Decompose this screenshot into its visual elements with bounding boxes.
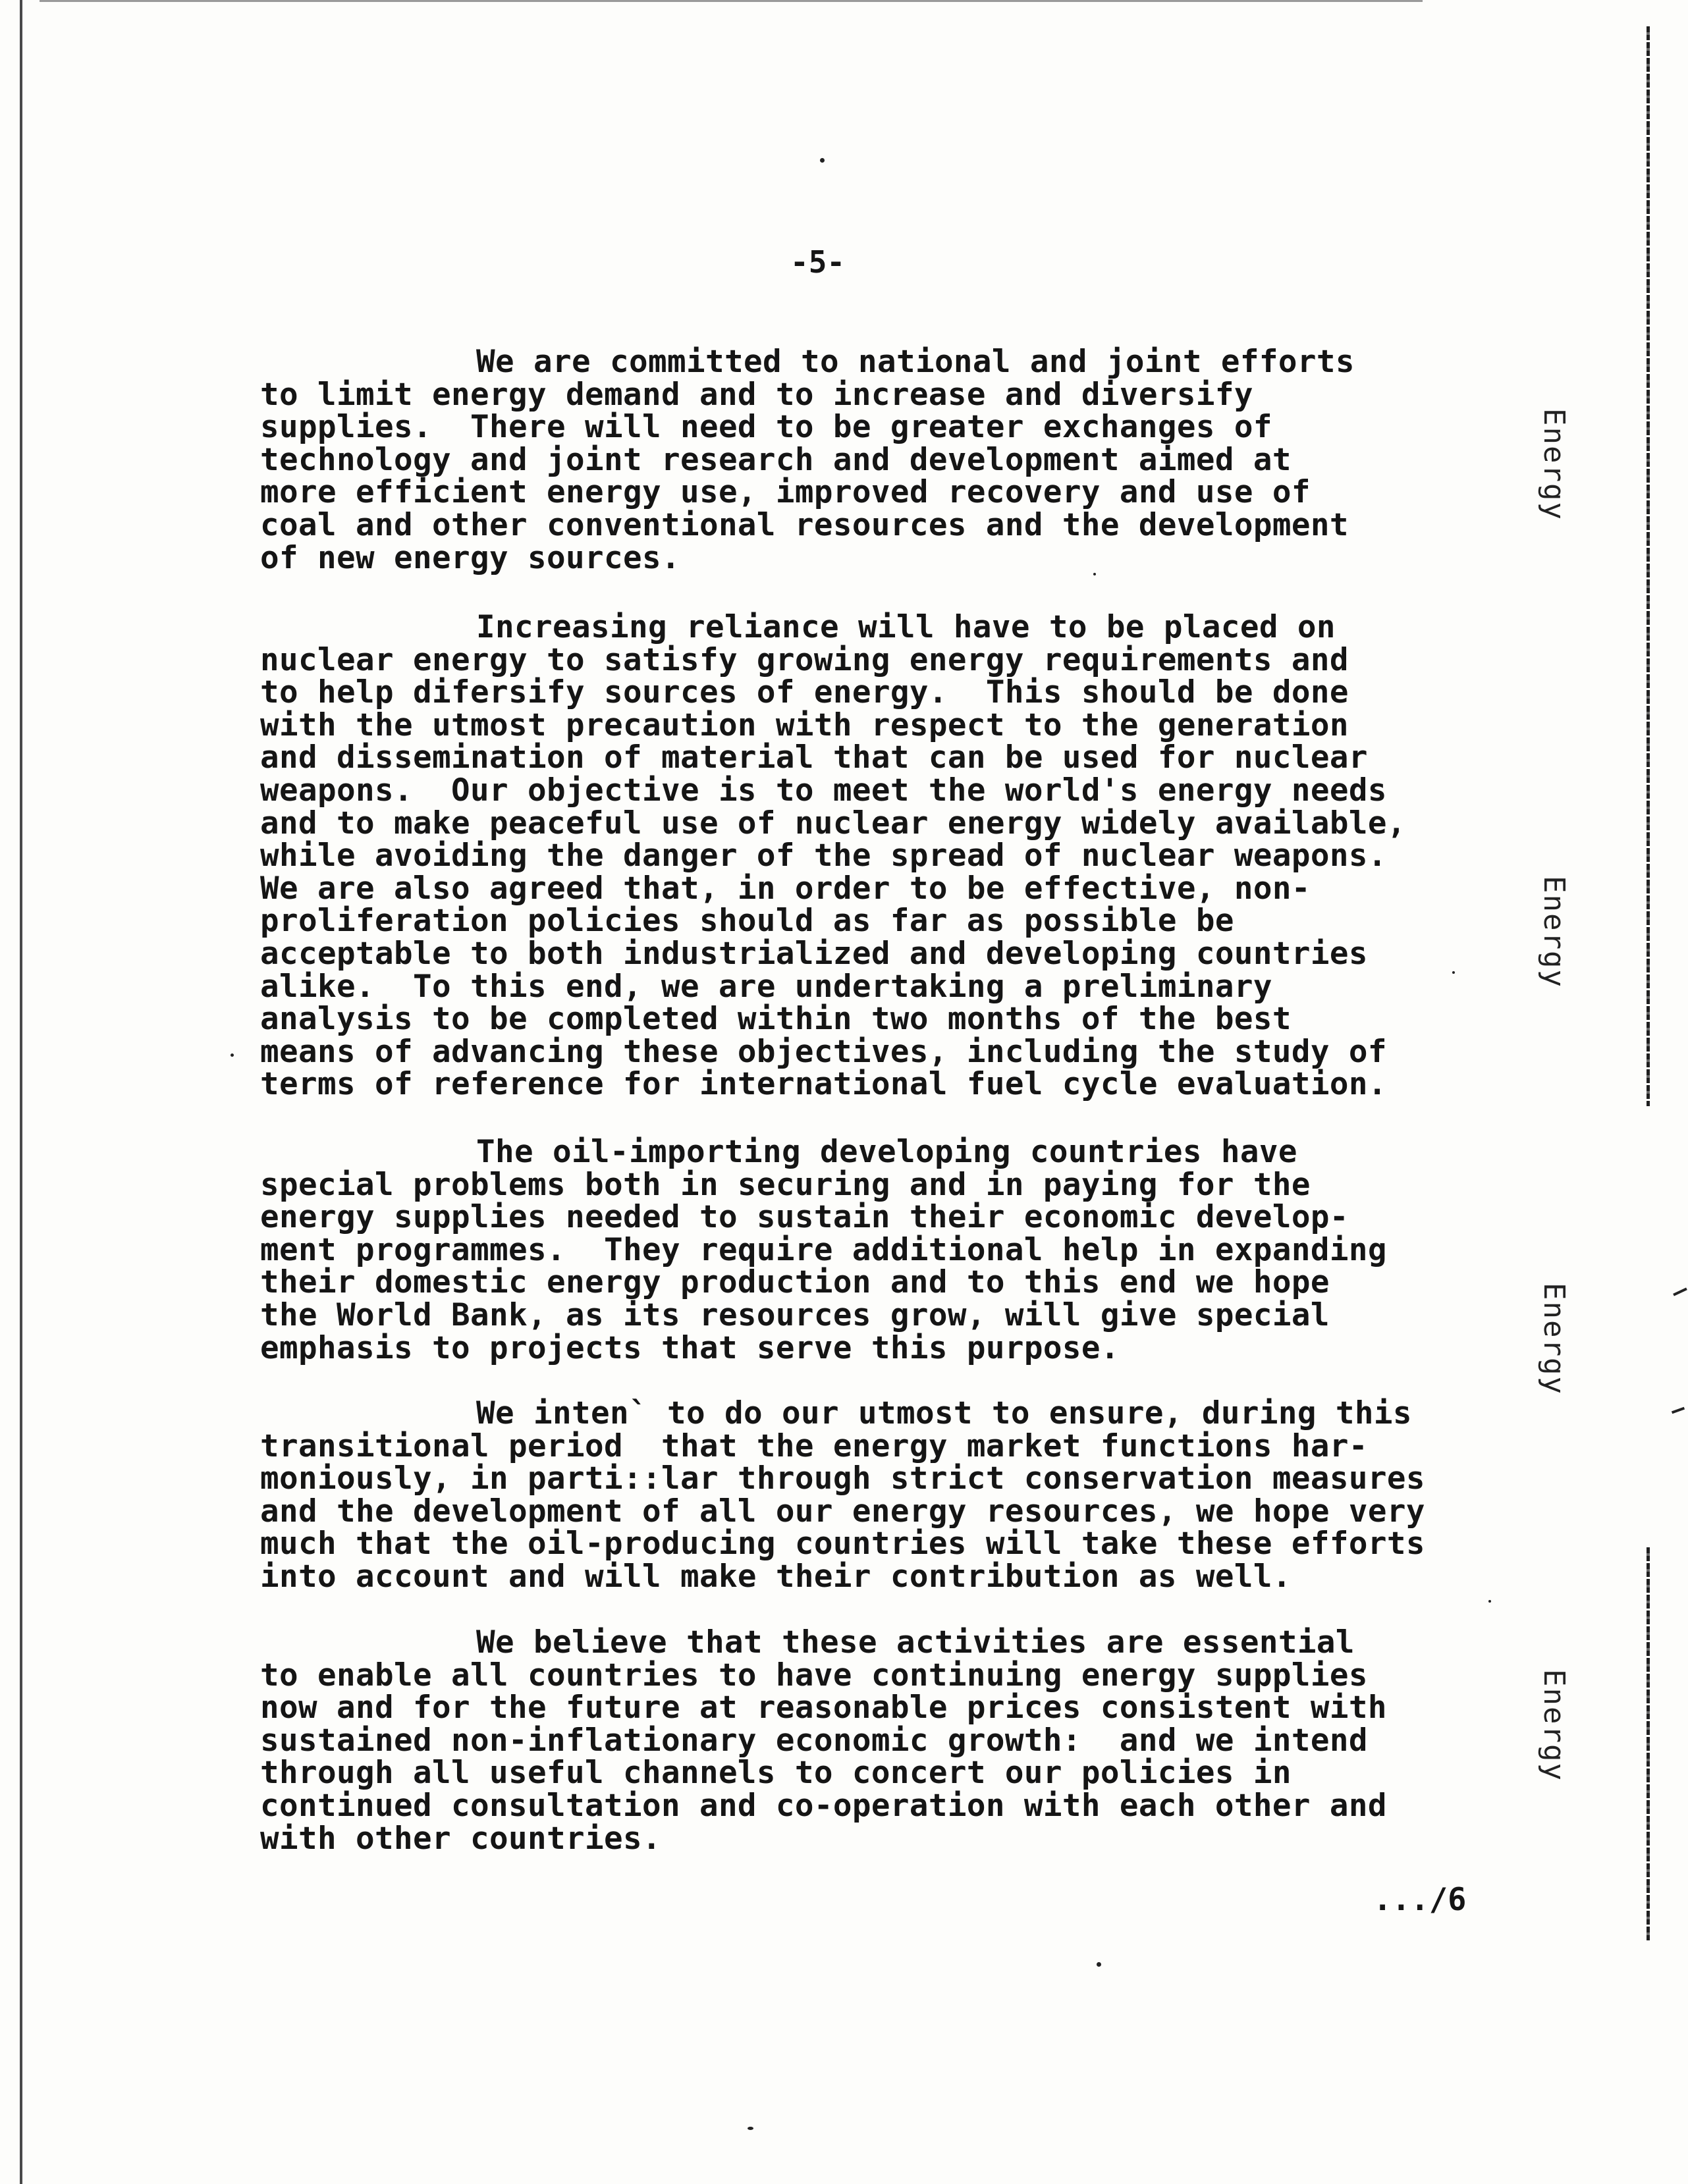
text-line: the World Bank, as its resources grow, will give special	[260, 1296, 1330, 1333]
text-line: coal and other conventional resources and the development	[260, 506, 1349, 543]
paragraph-nuclear-energy	[260, 611, 1406, 1101]
text-line: terms of reference for international fuel cycle evaluation.	[260, 1066, 1387, 1103]
text-line: alike. To this end, we are undertaking a preliminary	[260, 968, 1272, 1005]
scan-speck	[1097, 1962, 1101, 1967]
margin-label-energy: Energy	[1537, 1283, 1571, 1395]
text-line: more efficient energy use, improved recovery and use of	[260, 474, 1311, 511]
text-line: through all useful channels to concert our policies in	[260, 1755, 1292, 1792]
scan-speck	[748, 2127, 753, 2130]
scan-speck	[1488, 1600, 1491, 1603]
text-line: ment programmes. They require additional help in expanding	[260, 1231, 1387, 1268]
text-line: Increasing reliance will have to be placed on	[476, 609, 1336, 645]
text-line: energy supplies needed to sustain their economic develop-	[260, 1199, 1349, 1236]
text-line: and dissemination of material that can be used for nuclear	[260, 739, 1368, 776]
text-line: their domestic energy production and to this end we hope	[260, 1264, 1330, 1301]
continuation-marker: .../6	[1373, 1882, 1467, 1918]
text-line: while avoiding the danger of the spread of nuclear weapons.	[260, 838, 1387, 874]
scan-speck	[1452, 971, 1455, 974]
text-line: analysis to be completed within two months of the best	[260, 1001, 1292, 1038]
text-line: and to make peaceful use of nuclear energy widely available,	[260, 805, 1406, 841]
left-scan-edge	[20, 0, 22, 2184]
text-line: We are committed to national and joint efforts	[476, 344, 1355, 380]
margin-label-energy: Energy	[1537, 1669, 1571, 1782]
text-line: moniously, in parti::lar through strict conservation measures	[260, 1460, 1425, 1497]
text-line: technology and joint research and development aimed at	[260, 441, 1292, 478]
right-scan-mark	[1672, 1407, 1685, 1414]
text-line: acceptable to both industrialized and developing countries	[260, 935, 1368, 972]
text-line: weapons. Our objective is to meet the world's energy needs	[260, 772, 1387, 809]
page-number: -5-	[790, 244, 846, 280]
right-scan-edge	[1647, 26, 1650, 1106]
top-scan-edge	[40, 0, 1423, 2]
text-line: and the development of all our energy resources, we hope very	[260, 1493, 1425, 1530]
margin-label-energy: Energy	[1537, 408, 1571, 521]
text-line: to help difersify sources of energy. This should be done	[260, 674, 1349, 711]
paragraph-continuing-supplies	[260, 1626, 1387, 1855]
text-line: to enable all countries to have continuing energy supplies	[260, 1657, 1368, 1693]
text-line: much that the oil-producing countries will take these efforts	[260, 1526, 1425, 1562]
text-line: nuclear energy to satisfy growing energy requirements and	[260, 641, 1349, 678]
scan-speck	[820, 158, 825, 163]
text-line: emphasis to projects that serve this purpose.	[260, 1329, 1120, 1366]
text-line: We believe that these activities are essential	[476, 1624, 1355, 1661]
margin-label-energy: Energy	[1537, 876, 1571, 988]
text-line: to limit energy demand and to increase and diversify	[260, 376, 1253, 413]
text-line: supplies. There will need to be greater exchanges of	[260, 409, 1272, 446]
scan-speck	[231, 1053, 234, 1057]
text-line: into account and will make their contribution as well.	[260, 1558, 1292, 1595]
text-line: with other countries.	[260, 1820, 661, 1857]
text-line: now and for the future at reasonable prices consistent with	[260, 1690, 1387, 1726]
text-line: means of advancing these objectives, including the study of	[260, 1033, 1387, 1070]
text-line: transitional period that the energy market functions har-	[260, 1427, 1368, 1464]
text-line: sustained non-inflationary economic growth: and we intend	[260, 1722, 1368, 1759]
text-line: special problems both in securing and in paying for the	[260, 1166, 1311, 1203]
paragraph-energy-market	[260, 1397, 1425, 1593]
text-line: continued consultation and co-operation with each other and	[260, 1787, 1387, 1824]
right-scan-edge	[1647, 1547, 1650, 1942]
paragraph-developing-countries	[260, 1136, 1387, 1364]
text-line: of new energy sources.	[260, 539, 680, 576]
text-line: We inten` to do our utmost to ensure, during this	[476, 1395, 1412, 1431]
text-line: The oil-importing developing countries have	[476, 1134, 1297, 1170]
text-line: We are also agreed that, in order to be effective, non-	[260, 870, 1311, 907]
text-line: proliferation policies should as far as possible be	[260, 903, 1234, 940]
paragraph-energy-demand	[260, 346, 1355, 574]
text-line: with the utmost precaution with respect to the generation	[260, 706, 1349, 743]
right-scan-mark	[1673, 1288, 1687, 1296]
